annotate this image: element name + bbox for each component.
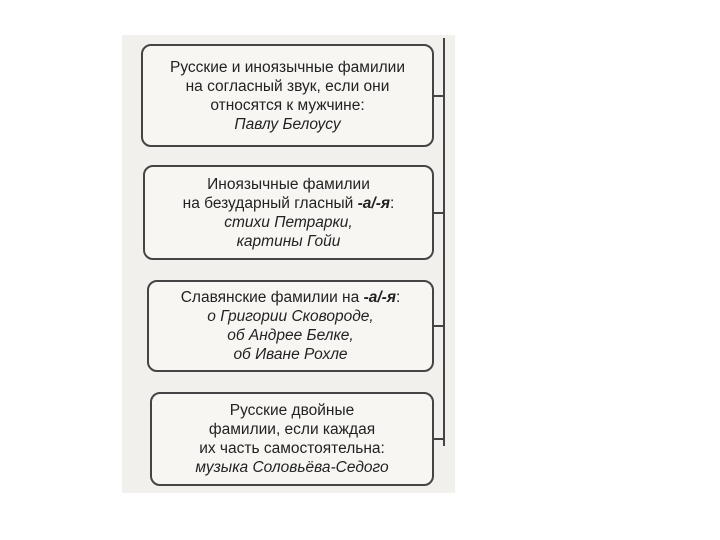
rule-example: картины Гойи xyxy=(236,232,341,250)
rule-example: об Андрее Белке, xyxy=(227,327,354,344)
rule-text-part: Славянские фамилии на xyxy=(180,289,364,306)
rule-box-russian-double-surnames xyxy=(150,392,434,486)
rule-text xyxy=(151,194,426,213)
rule-example: об Иване Рохле xyxy=(233,346,348,363)
rule-example: музыка Соловьёва-Седого xyxy=(195,459,389,476)
box-3-connector xyxy=(434,325,444,327)
rule-text: фамилии, если каждая xyxy=(208,421,376,438)
rule-text: Русские и иноязычные фамилии xyxy=(170,58,405,76)
rule-example: стихи Петрарки, xyxy=(224,213,353,231)
box-1-connector xyxy=(434,95,444,97)
rule-text: их часть самостоятельна: xyxy=(199,440,385,457)
rule-text-part: : xyxy=(390,194,395,212)
rule-text-part: на безударный гласный xyxy=(182,194,358,212)
box-4-connector xyxy=(434,438,444,440)
diagram-vertical-connector xyxy=(443,38,445,446)
rule-example: о Григории Сковороде, xyxy=(207,308,374,325)
ending-emphasis: -а/-я xyxy=(357,194,391,212)
rule-box-russian-foreign-consonant xyxy=(141,44,434,147)
rule-text xyxy=(155,288,426,307)
rule-text-part: : xyxy=(395,289,401,306)
rule-box-foreign-unstressed-vowel xyxy=(143,165,434,260)
rule-text: относятся к мужчине: xyxy=(210,96,365,114)
rule-text: Русские двойные xyxy=(229,402,355,419)
rule-box-slavic-a-ya xyxy=(147,280,434,372)
box-2-connector xyxy=(434,212,444,214)
ending-emphasis: -а/-я xyxy=(363,289,396,306)
rule-example: Павлу Белоусу xyxy=(234,115,341,133)
rule-text: Иноязычные фамилии xyxy=(207,175,370,193)
rule-text: на согласный звук, если они xyxy=(185,77,390,95)
